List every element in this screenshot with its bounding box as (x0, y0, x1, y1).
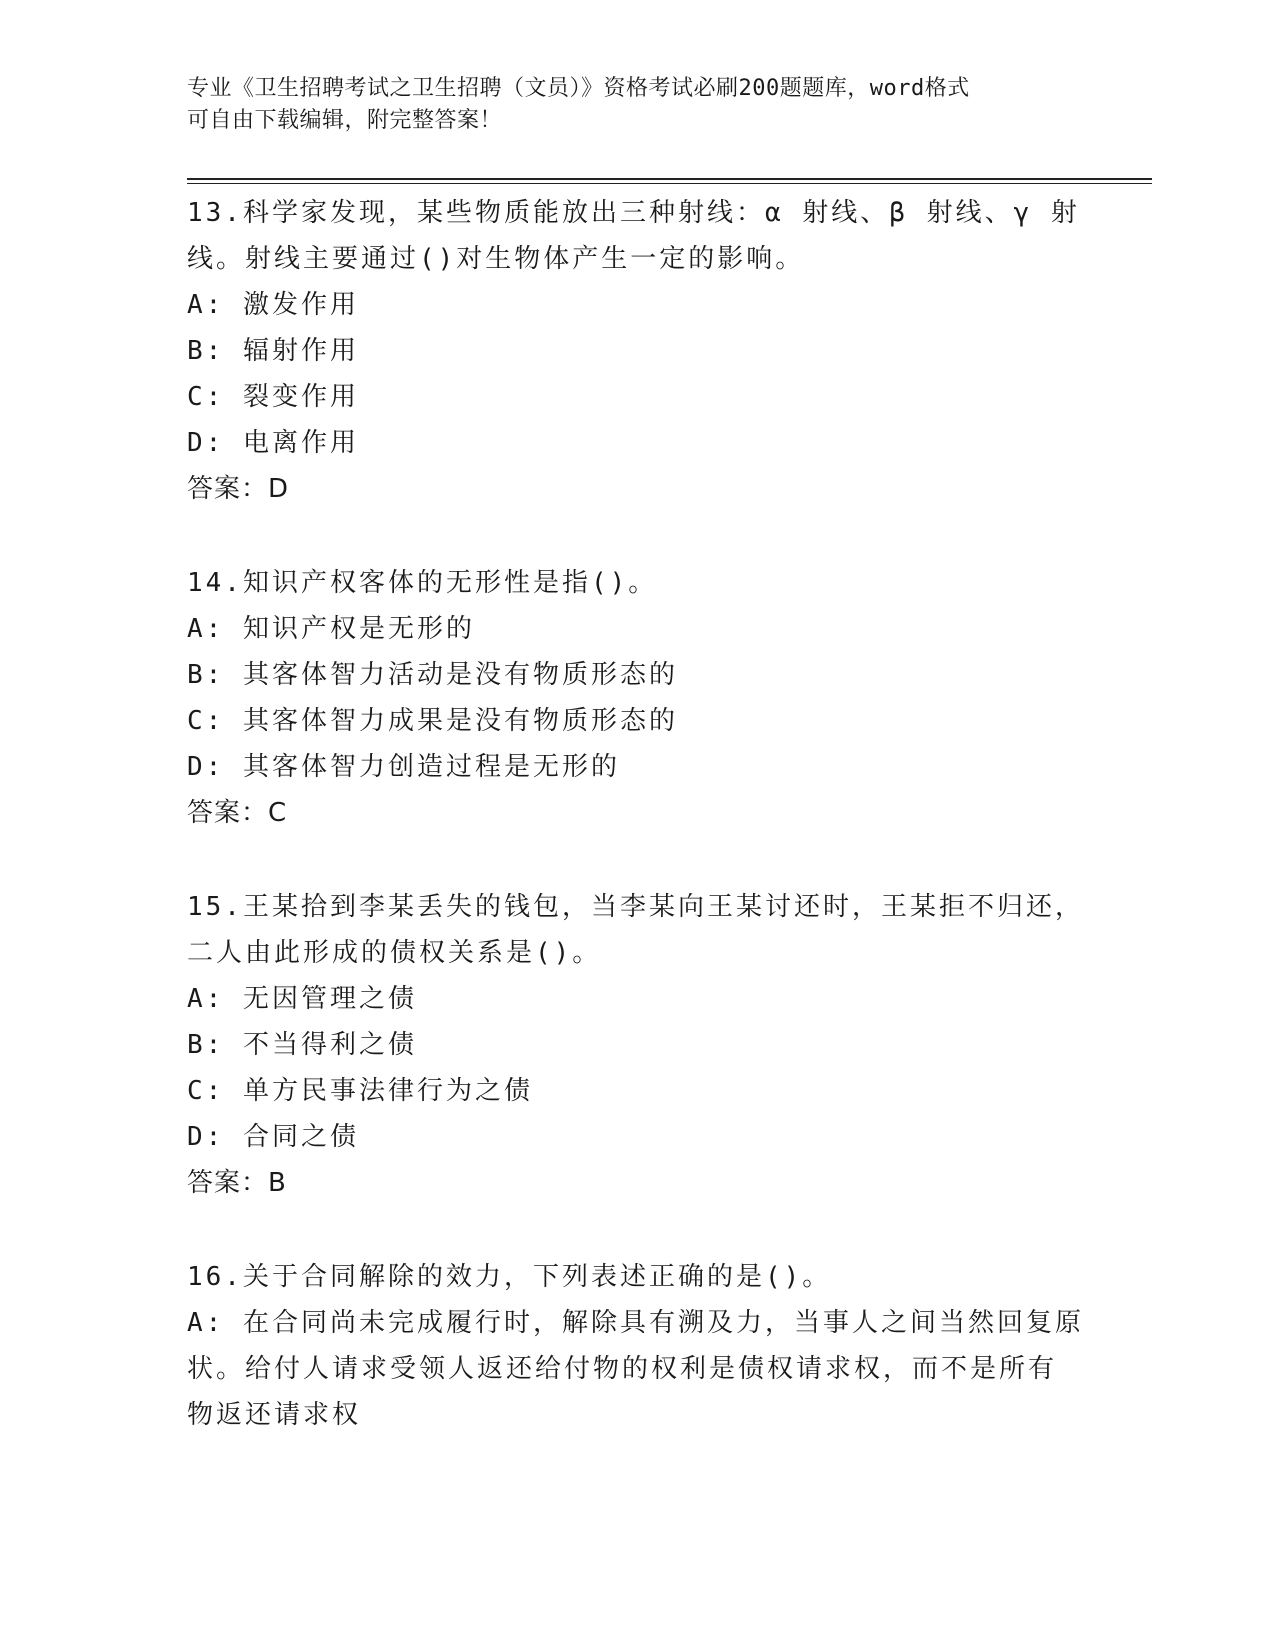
question-stem-line: 13.科学家发现，某些物质能放出三种射线：α 射线、β 射线、γ 射 (187, 198, 1080, 228)
option-d: D: 电离作用 (187, 428, 359, 458)
option-a: A: 无因管理之债 (187, 984, 417, 1014)
question-list (187, 190, 1087, 1486)
question-16 (187, 1254, 1087, 1438)
option-b: B: 其客体智力活动是没有物质形态的 (187, 660, 678, 690)
answer-line: 答案：C (187, 798, 288, 828)
option-c: C: 其客体智力成果是没有物质形态的 (187, 706, 678, 736)
answer-line: 答案：B (187, 1168, 287, 1198)
header-divider-thick (187, 178, 1152, 180)
option-a-line: 物返还请求权 (187, 1400, 362, 1430)
option-a-line: 状。给付人请求受领人返还给付物的权利是债权请求权，而不是所有 (187, 1354, 1058, 1384)
answer-line: 答案：D (187, 474, 290, 504)
question-stem-line: 线。射线主要通过()对生物体产生一定的影响。 (187, 244, 805, 274)
question-stem-line: 14.知识产权客体的无形性是指()。 (187, 568, 658, 598)
option-b: B: 辐射作用 (187, 336, 359, 366)
question-stem-line: 二人由此形成的债权关系是()。 (187, 938, 602, 968)
header-line-1: 专业《卫生招聘考试之卫生招聘（文员）》资格考试必刷200题题库，word格式 (187, 76, 970, 101)
header-line-2: 可自由下载编辑，附完整答案！ (187, 108, 503, 133)
option-d: D: 其客体智力创造过程是无形的 (187, 752, 620, 782)
question-13 (187, 190, 1087, 512)
option-a-line: A: 在合同尚未完成履行时，解除具有溯及力，当事人之间当然回复原 (187, 1308, 1084, 1338)
option-a: A: 知识产权是无形的 (187, 614, 475, 644)
question-14 (187, 560, 1087, 836)
option-c: C: 单方民事法律行为之债 (187, 1076, 533, 1106)
question-stem-line: 16.关于合同解除的效力，下列表述正确的是()。 (187, 1262, 832, 1292)
question-15 (187, 884, 1087, 1206)
option-b: B: 不当得利之债 (187, 1030, 417, 1060)
header-divider-thin (187, 183, 1152, 184)
option-a: A: 激发作用 (187, 290, 359, 320)
option-d: D: 合同之债 (187, 1122, 359, 1152)
option-c: C: 裂变作用 (187, 382, 359, 412)
question-stem-line: 15.王某拾到李某丢失的钱包，当李某向王某讨还时，王某拒不归还， (187, 892, 1084, 922)
document-header (187, 73, 1087, 137)
